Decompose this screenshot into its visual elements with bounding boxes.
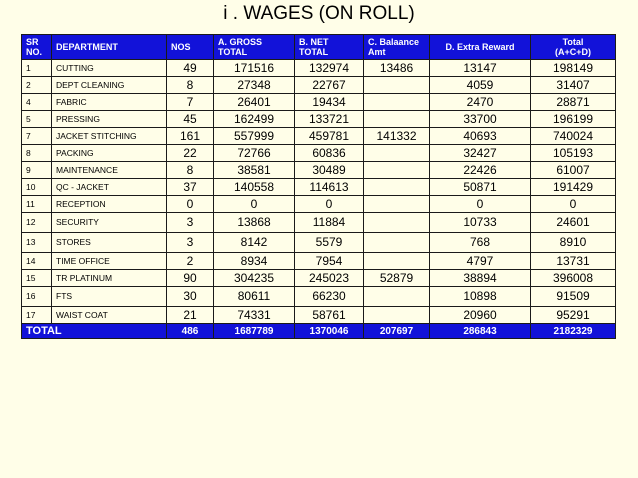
header-sr: SR NO.: [22, 35, 52, 60]
header-nos: NOS: [167, 35, 214, 60]
table-row: [22, 77, 616, 94]
header-extra-reward: D. Extra Reward: [430, 35, 531, 60]
header-net-total: B. NET TOTAL: [295, 35, 364, 60]
cell-department: SECURITY: [52, 213, 167, 233]
cell-balance: [364, 253, 430, 270]
cell-net: 58761: [295, 307, 364, 324]
table-row: [22, 60, 616, 77]
cell-sr: 10: [22, 179, 52, 196]
cell-reward: 2470: [430, 94, 531, 111]
cell-nos: 7: [167, 94, 214, 111]
cell-nos: 2: [167, 253, 214, 270]
table-row: [22, 94, 616, 111]
cell-sr: 4: [22, 94, 52, 111]
cell-balance: [364, 233, 430, 253]
cell-total: 396008: [531, 270, 616, 287]
cell-sr: 2: [22, 77, 52, 94]
table-row: [22, 196, 616, 213]
cell-balance: [364, 307, 430, 324]
cell-balance: [364, 162, 430, 179]
cell-gross: 72766: [214, 145, 295, 162]
cell-sr: 14: [22, 253, 52, 270]
cell-balance: [364, 77, 430, 94]
cell-gross: 0: [214, 196, 295, 213]
cell-gross: 8142: [214, 233, 295, 253]
cell-gross: 8934: [214, 253, 295, 270]
cell-sr: 17: [22, 307, 52, 324]
cell-total: 61007: [531, 162, 616, 179]
cell-total: 105193: [531, 145, 616, 162]
cell-reward: 13147: [430, 60, 531, 77]
cell-total: 13731: [531, 253, 616, 270]
cell-balance: 141332: [364, 128, 430, 145]
cell-department: RECEPTION: [52, 196, 167, 213]
totals-total: 2182329: [531, 324, 616, 339]
cell-gross: 74331: [214, 307, 295, 324]
cell-sr: 15: [22, 270, 52, 287]
cell-sr: 12: [22, 213, 52, 233]
cell-reward: 4797: [430, 253, 531, 270]
table-row: [22, 213, 616, 233]
cell-net: 22767: [295, 77, 364, 94]
table-body: [22, 60, 616, 324]
cell-gross: 38581: [214, 162, 295, 179]
table-header: [22, 35, 616, 60]
cell-sr: 7: [22, 128, 52, 145]
cell-nos: 161: [167, 128, 214, 145]
cell-gross: 26401: [214, 94, 295, 111]
cell-department: DEPT CLEANING: [52, 77, 167, 94]
cell-net: 19434: [295, 94, 364, 111]
cell-nos: 49: [167, 60, 214, 77]
cell-department: TR PLATINUM: [52, 270, 167, 287]
page-title: i . WAGES (ON ROLL): [223, 3, 415, 24]
cell-nos: 21: [167, 307, 214, 324]
cell-reward: 10898: [430, 287, 531, 307]
cell-reward: 22426: [430, 162, 531, 179]
cell-sr: 16: [22, 287, 52, 307]
cell-sr: 8: [22, 145, 52, 162]
header-gross-total: A. GROSS TOTAL: [214, 35, 295, 60]
totals-nos: 486: [167, 324, 214, 339]
cell-department: FABRIC: [52, 94, 167, 111]
cell-net: 30489: [295, 162, 364, 179]
cell-balance: [364, 94, 430, 111]
cell-department: JACKET STITCHING: [52, 128, 167, 145]
cell-department: MAINTENANCE: [52, 162, 167, 179]
cell-balance: [364, 179, 430, 196]
cell-net: 60836: [295, 145, 364, 162]
cell-net: 245023: [295, 270, 364, 287]
cell-total: 196199: [531, 111, 616, 128]
cell-reward: 768: [430, 233, 531, 253]
cell-gross: 13868: [214, 213, 295, 233]
cell-sr: 9: [22, 162, 52, 179]
cell-net: 459781: [295, 128, 364, 145]
cell-nos: 3: [167, 233, 214, 253]
cell-total: 0: [531, 196, 616, 213]
totals-gross: 1687789: [214, 324, 295, 339]
cell-net: 132974: [295, 60, 364, 77]
table-row: [22, 111, 616, 128]
table-row: [22, 307, 616, 324]
cell-gross: 162499: [214, 111, 295, 128]
cell-total: 91509: [531, 287, 616, 307]
cell-total: 28871: [531, 94, 616, 111]
cell-sr: 13: [22, 233, 52, 253]
cell-nos: 45: [167, 111, 214, 128]
cell-nos: 8: [167, 77, 214, 94]
cell-balance: [364, 287, 430, 307]
cell-gross: 304235: [214, 270, 295, 287]
cell-balance: 52879: [364, 270, 430, 287]
cell-gross: 557999: [214, 128, 295, 145]
cell-net: 11884: [295, 213, 364, 233]
cell-department: STORES: [52, 233, 167, 253]
totals-reward: 286843: [430, 324, 531, 339]
totals-label: TOTAL: [22, 324, 167, 339]
cell-reward: 40693: [430, 128, 531, 145]
totals-net: 1370046: [295, 324, 364, 339]
cell-reward: 10733: [430, 213, 531, 233]
cell-gross: 171516: [214, 60, 295, 77]
totals-row: [22, 324, 616, 339]
cell-department: CUTTING: [52, 60, 167, 77]
cell-net: 66230: [295, 287, 364, 307]
cell-reward: 32427: [430, 145, 531, 162]
cell-total: 740024: [531, 128, 616, 145]
table-row: [22, 128, 616, 145]
cell-reward: 33700: [430, 111, 531, 128]
cell-net: 7954: [295, 253, 364, 270]
cell-gross: 80611: [214, 287, 295, 307]
cell-total: 95291: [531, 307, 616, 324]
cell-department: QC - JACKET: [52, 179, 167, 196]
cell-balance: [364, 145, 430, 162]
cell-department: TIME OFFICE: [52, 253, 167, 270]
cell-total: 191429: [531, 179, 616, 196]
cell-total: 198149: [531, 60, 616, 77]
table-row: [22, 162, 616, 179]
cell-total: 24601: [531, 213, 616, 233]
cell-balance: [364, 111, 430, 128]
cell-reward: 50871: [430, 179, 531, 196]
table-footer: [22, 324, 616, 339]
cell-net: 0: [295, 196, 364, 213]
cell-balance: [364, 213, 430, 233]
header-balance-amt: C. Balaance Amt: [364, 35, 430, 60]
cell-nos: 0: [167, 196, 214, 213]
cell-nos: 37: [167, 179, 214, 196]
cell-sr: 5: [22, 111, 52, 128]
table-row: [22, 179, 616, 196]
cell-balance: 13486: [364, 60, 430, 77]
cell-net: 133721: [295, 111, 364, 128]
cell-nos: 8: [167, 162, 214, 179]
cell-net: 5579: [295, 233, 364, 253]
cell-gross: 27348: [214, 77, 295, 94]
table-row: [22, 287, 616, 307]
cell-total: 8910: [531, 233, 616, 253]
cell-nos: 3: [167, 213, 214, 233]
cell-sr: 11: [22, 196, 52, 213]
cell-nos: 22: [167, 145, 214, 162]
table-row: [22, 233, 616, 253]
table-row: [22, 253, 616, 270]
cell-reward: 20960: [430, 307, 531, 324]
cell-department: PACKING: [52, 145, 167, 162]
cell-reward: 38894: [430, 270, 531, 287]
table-row: [22, 145, 616, 162]
cell-gross: 140558: [214, 179, 295, 196]
table-row: [22, 270, 616, 287]
cell-net: 114613: [295, 179, 364, 196]
cell-nos: 90: [167, 270, 214, 287]
cell-sr: 1: [22, 60, 52, 77]
cell-reward: 0: [430, 196, 531, 213]
header-total: Total (A+C+D): [531, 35, 616, 60]
cell-reward: 4059: [430, 77, 531, 94]
cell-department: WAIST COAT: [52, 307, 167, 324]
cell-total: 31407: [531, 77, 616, 94]
wages-table: [21, 34, 616, 339]
totals-balance: 207697: [364, 324, 430, 339]
cell-department: PRESSING: [52, 111, 167, 128]
header-department: DEPARTMENT: [52, 35, 167, 60]
cell-nos: 30: [167, 287, 214, 307]
cell-department: FTS: [52, 287, 167, 307]
cell-balance: [364, 196, 430, 213]
